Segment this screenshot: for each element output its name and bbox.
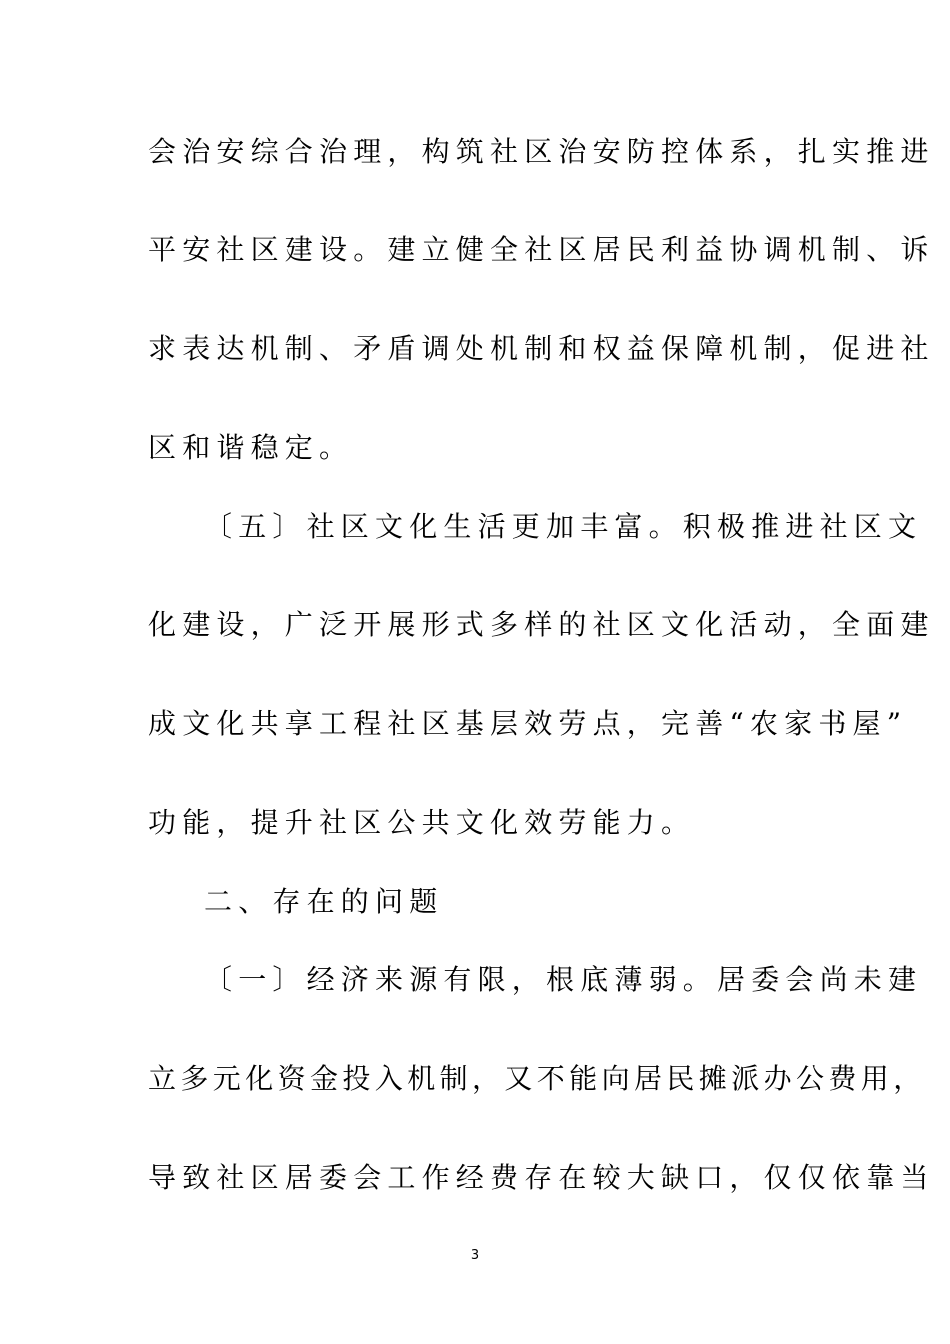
text-line: 区和谐稳定。	[148, 431, 354, 464]
text-line: 化建设，广泛开展形式多样的社区文化活动，全面建	[148, 608, 935, 641]
text-line: 平安社区建设。建立健全社区居民利益协调机制、诉	[148, 233, 935, 266]
text-line: 求表达机制、矛盾调处机制和权益保障机制，促进社	[148, 332, 935, 365]
text-line: 导致社区居委会工作经费存在较大缺口，仅仅依靠当	[148, 1161, 935, 1194]
text-line: 功能，提升社区公共文化效劳能力。	[148, 806, 696, 839]
text-line: 立多元化资金投入机制，又不能向居民摊派办公费用，	[148, 1062, 926, 1095]
paragraph-heading-line: 〔五〕社区文化生活更加丰富。积极推进社区文	[204, 510, 923, 543]
paragraph-heading-line: 〔一〕经济来源有限，根底薄弱。居委会尚未建	[204, 963, 923, 996]
text-line: 成文化共享工程社区基层效劳点，完善“农家书屋”	[148, 707, 908, 740]
page-number: 3	[470, 1248, 480, 1263]
text-line: 会治安综合治理，构筑社区治安防控体系，扎实推进	[148, 135, 935, 168]
section-heading: 二、存在的问题	[204, 885, 444, 918]
